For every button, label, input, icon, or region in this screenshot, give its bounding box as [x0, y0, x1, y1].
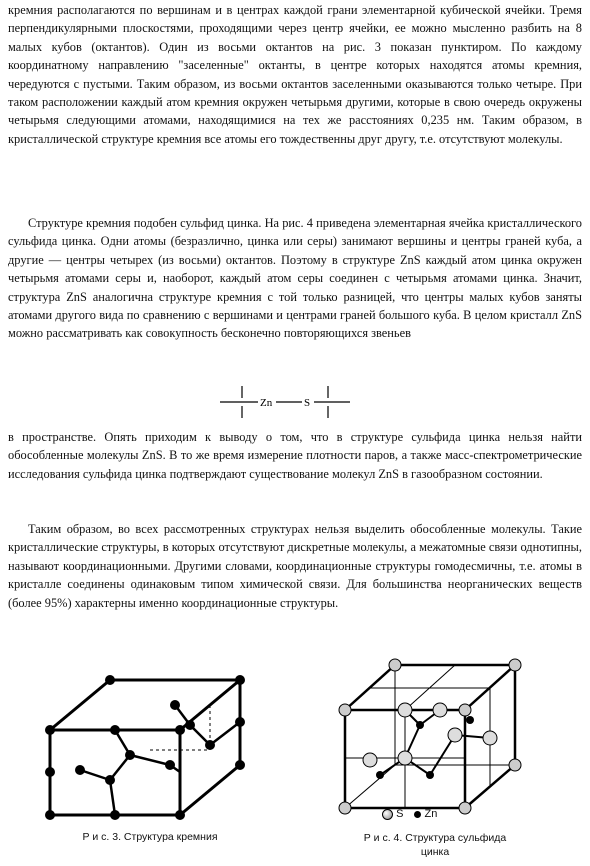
figure4-legend: [382, 808, 437, 820]
figure3-caption: Р и с. 3. Структура кремния: [82, 831, 218, 843]
legend-zn-label: Zn: [424, 808, 438, 821]
formula-s-label: S: [304, 397, 311, 409]
zinc-sulfide-structure-figure: [330, 650, 530, 822]
zinc-atom-icon: [414, 811, 421, 818]
paragraph-zinc-sulfide: Структуре кремния подобен сульфид цинка. На рис. 4 приведена элементарная ячейка кристаллического сульфида цинка. Одни атомы (безразлично, цинка или серы) занимают вершины и центры граней куба, а другие — центры четырех (из восьми) октантов. Поэтому в структуре ZnS каждый атом цинка окружен четырьмя атомами серы и, наоборот, каждый атом серы соединен с четырьмя атомами цинка. Значит, структура ZnS аналогична структуре кремния с той только разницей, что центры малых кубов заняты атомами другого вида по сравнению с вершинами и центрами граней большого куба. В целом кристалл ZnS можно рассматривать как совокупность бесконечно повторяющихся звеньев: [8, 216, 582, 341]
sulfur-atom-icon: [382, 809, 393, 820]
zns-unit-formula: [220, 378, 360, 426]
paragraph-zns-molecules: в пространстве. Опять приходим к выводу о том, что в структуре сульфида цинка нельзя найти обособленные молекулы ZnS. В то же время измерение плотности паров, а также масс-спектрометрические исследования сульфида цинка подтверждают существование молекул ZnS в газообразном состоянии.: [8, 430, 582, 481]
figure4-caption: Р и с. 4. Структура сульфида цинка: [363, 832, 507, 858]
paragraph-coordination-structures: Таким образом, во всех рассмотренных структурах нельзя выделить обособленные молекулы. Такие кристаллические структуры, в которых отсутствуют дискретные молекулы, а межатомные связи однотипны, называют координационными. Другими словами, координационные структуры гомодесмичны, т.е. атомы в кристалле соединены одинаковым типом химической связи. Для большинства неорганических веществ (более 95%) характерны именно координационные структуры.: [8, 522, 582, 610]
formula-zn-label: Zn: [260, 397, 273, 409]
silicon-structure-figure: [30, 670, 280, 820]
legend-s-label: S: [396, 808, 404, 821]
paragraph-silicon-structure: кремния располагаются по вершинам и в центрах каждой грани элементарной кубической ячейки. Тремя перпендикулярными плоскостями, проходящими через центр ячейки, ее можно мысленно разбить на 8 малых кубов (октантов). Один из восьми октантов на рис. 3 показан пунктиром. По каждому координатному направлению "заселенные" октанты, в центре которых находятся атомы кремния, чередуются с пустыми. Таким образом, из восьми октантов заселенными оказываются только четыре. При таком расположении каждый атом кремния окружен четырьмя другими, которые в свою очередь окружены четырьмя следующими атомами, находящимися на тех же расстояниях 0,235 нм. Таким образом, в кристаллической структуре кремния все атомы его тождественны друг другу, т.е. отсутствуют молекулы.: [8, 3, 582, 146]
